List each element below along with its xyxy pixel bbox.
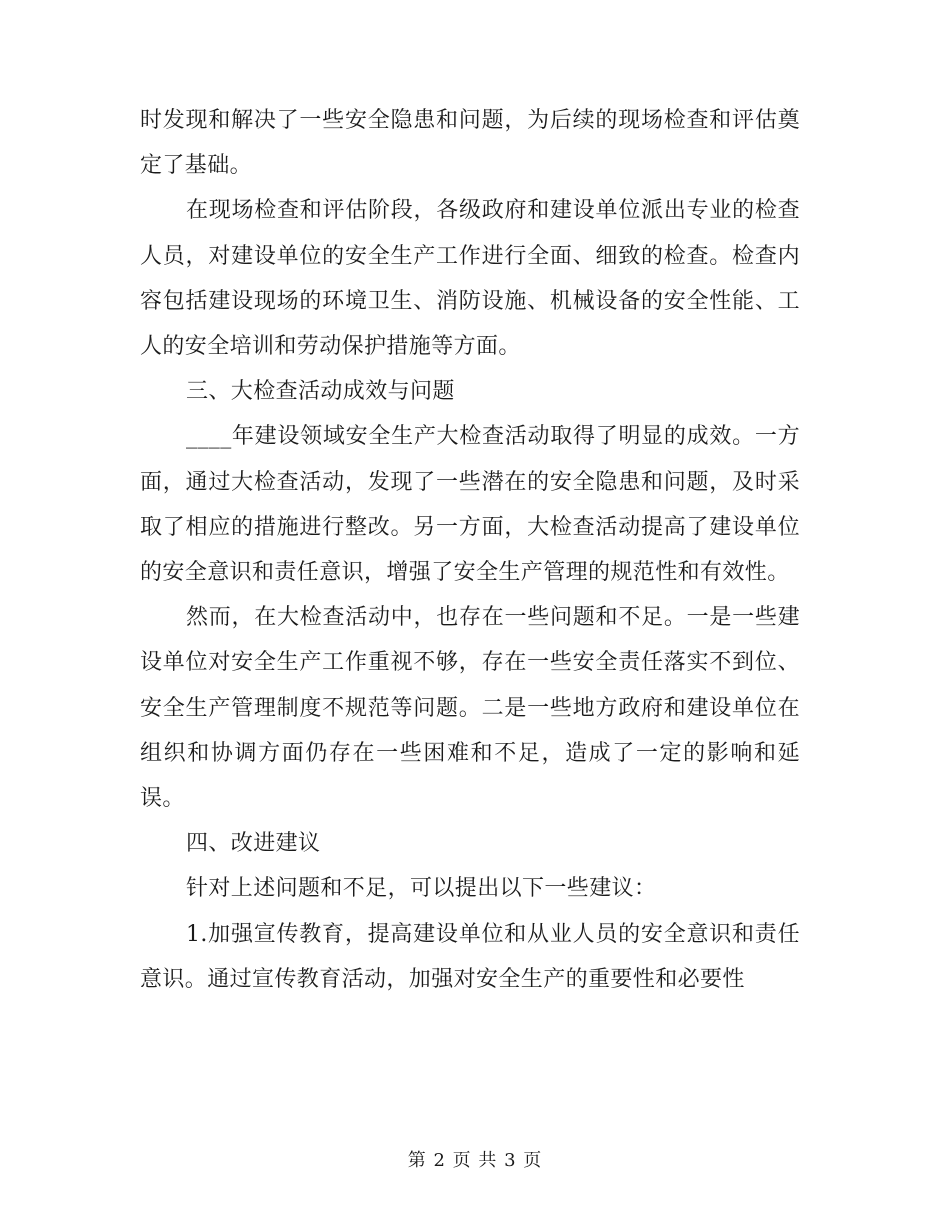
paragraph-suggestion-1: 1.加强宣传教育，提高建设单位和从业人员的安全意识和责任意识。通过宣传教育活动，加强对安全生产的重要性和必要性 [140,921,800,992]
page-footer: 第 2 页 共 3 页 [407,1150,543,1171]
paragraph-results: ____年建设领域安全生产大检查活动取得了明显的成效。一方面，通过大检查活动，发现了一些潜在的安全隐患和问题，及时采取了相应的措施进行整改。另一方面，大检查活动提高了建设单位的安全意识和责任意识，增强了安全生产管理的规范性和有效性。 [140,424,800,586]
paragraph-problems: 然而，在大检查活动中，也存在一些问题和不足。一是一些建设单位对安全生产工作重视不够，存在一些安全责任落实不到位、安全生产管理制度不规范等问题。二是一些地方政府和建设单位在组织和协调方面仍存在一些困难和不足，造成了一定的影响和延误。 [140,605,800,812]
section-heading-results: 三、大检查活动成效与问题 [186,379,455,405]
section-heading-suggestions: 四、改进建议 [186,831,321,857]
paragraph-onsite-inspection: 在现场检查和评估阶段，各级政府和建设单位派出专业的检查人员，对建设单位的安全生产工作进行全面、细致的检查。检查内容包括建设现场的环境卫生、消防设施、机械设备的安全性能、工人的安全培训和劳动保护措施等方面。 [140,198,800,360]
paragraph-continuation: 时发现和解决了一些安全隐患和问题，为后续的现场检查和评估奠定了基础。 [140,108,800,179]
document-body [140,98,800,1002]
paragraph-suggestions-intro: 针对上述问题和不足，可以提出以下一些建议： [186,876,657,902]
